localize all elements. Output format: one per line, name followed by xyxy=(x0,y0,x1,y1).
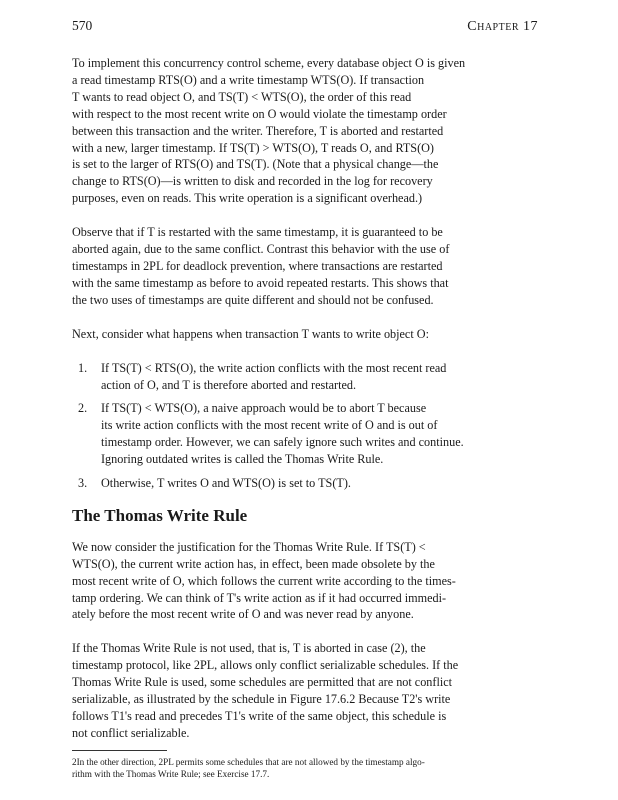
text-line: Observe that if T is restarted with the same timestamp, it is guaranteed to be xyxy=(72,225,443,240)
text-line: is set to the larger of RTS(O) and TS(T). (Note that a physical change—the xyxy=(72,157,439,172)
text-line: ately before the most recent write of O and was never read by anyone. xyxy=(72,607,414,622)
paragraph-serializability xyxy=(72,640,538,741)
text-line: serializable, as illustrated by the schedule in Figure 17.6.2 Because T2's write xyxy=(72,692,451,707)
paragraph-restart xyxy=(72,224,538,309)
page-body xyxy=(72,55,538,780)
text-line: change to RTS(O)—is written to disk and recorded in the log for recovery xyxy=(72,174,433,189)
text-line: Thomas Write Rule is used, some schedules are permitted that are not conflict xyxy=(72,675,453,690)
text-line: If TS(T) < RTS(O), the write action conflicts with the most recent read xyxy=(101,360,447,375)
list-number: 2. xyxy=(78,401,88,416)
text-line: WTS(O), the current write action has, in effect, been made obsolete by the xyxy=(72,556,435,571)
text-line: If TS(T) < WTS(O), a naive approach would be to abort T because xyxy=(101,401,427,416)
list-item xyxy=(78,400,538,468)
text-line: Otherwise, T writes O and WTS(O) is set to TS(T). xyxy=(101,476,351,491)
write-rules-list xyxy=(72,360,538,492)
footnote-line: rithm with the Thomas Write Rule; see Exercise 17.7. xyxy=(72,768,270,779)
list-item xyxy=(78,360,538,394)
text-line: tamp ordering. We can think of T's write action as if it had occurred immedi- xyxy=(72,590,447,605)
text-line: Ignoring outdated writes is called the Thomas Write Rule. xyxy=(101,452,384,467)
book-page xyxy=(72,18,538,780)
footnote xyxy=(72,756,538,780)
text-line: most recent write of O, which follows the current write according to the times- xyxy=(72,573,456,588)
text-line: between this transaction and the writer. Therefore, T is aborted and restarted xyxy=(72,123,444,138)
text-line: aborted again, due to the same conflict. Contrast this behavior with the use of xyxy=(72,242,450,257)
text-line: its write action conflicts with the most recent write of O and is out of xyxy=(101,418,438,433)
list-number: 1. xyxy=(78,360,88,375)
list-item xyxy=(78,475,538,492)
text-line: timestamp order. However, we can safely ignore such writes and continue. xyxy=(101,435,464,450)
text-line: with the same timestamp as before to avoid repeated restarts. This shows that xyxy=(72,275,449,290)
text-line: Next, consider what happens when transaction T wants to write object O: xyxy=(72,326,429,341)
text-line: We now consider the justification for the Thomas Write Rule. If TS(T) < xyxy=(72,539,426,554)
chapter-label: Chapter 17 xyxy=(467,19,538,34)
footnote-divider xyxy=(72,750,167,751)
page-number: 570 xyxy=(72,18,93,33)
text-line: not conflict serializable. xyxy=(72,725,190,740)
paragraph-write-intro xyxy=(72,326,538,343)
text-line: purposes, even on reads. This write operation is a significant overhead.) xyxy=(72,191,423,206)
text-line: timestamp protocol, like 2PL, allows only conflict serializable schedules. If the xyxy=(72,658,459,673)
paragraph-timestamps xyxy=(72,55,538,207)
section-title: The Thomas Write Rule xyxy=(72,505,248,525)
page-header xyxy=(72,18,538,35)
text-line: To implement this concurrency control scheme, every database object O is given xyxy=(72,56,466,70)
text-line: If the Thomas Write Rule is not used, that is, T is aborted in case (2), the xyxy=(72,641,426,656)
text-line: a read timestamp RTS(O) and a write timestamp WTS(O). If transaction xyxy=(72,72,425,87)
paragraph-justification xyxy=(72,539,538,624)
text-line: with a new, larger timestamp. If TS(T) > WTS(O), T reads O, and RTS(O) xyxy=(72,140,434,155)
list-number: 3. xyxy=(78,476,88,491)
text-line: with respect to the most recent write on O would violate the timestamp order xyxy=(72,106,447,121)
text-line: the two uses of timestamps are quite different and should not be confused. xyxy=(72,292,434,307)
text-line: action of O, and T is therefore aborted and restarted. xyxy=(101,377,357,392)
text-line: timestamps in 2PL for deadlock prevention, where transactions are restarted xyxy=(72,258,443,273)
text-line: follows T1's read and precedes T1's write of the same object, this schedule is xyxy=(72,709,447,723)
text-line: T wants to read object O, and TS(T) < WTS(O), the order of this read xyxy=(72,89,412,104)
footnote-line: 2In the other direction, 2PL permits some schedules that are not allowed by the timestamp algo- xyxy=(72,756,425,767)
